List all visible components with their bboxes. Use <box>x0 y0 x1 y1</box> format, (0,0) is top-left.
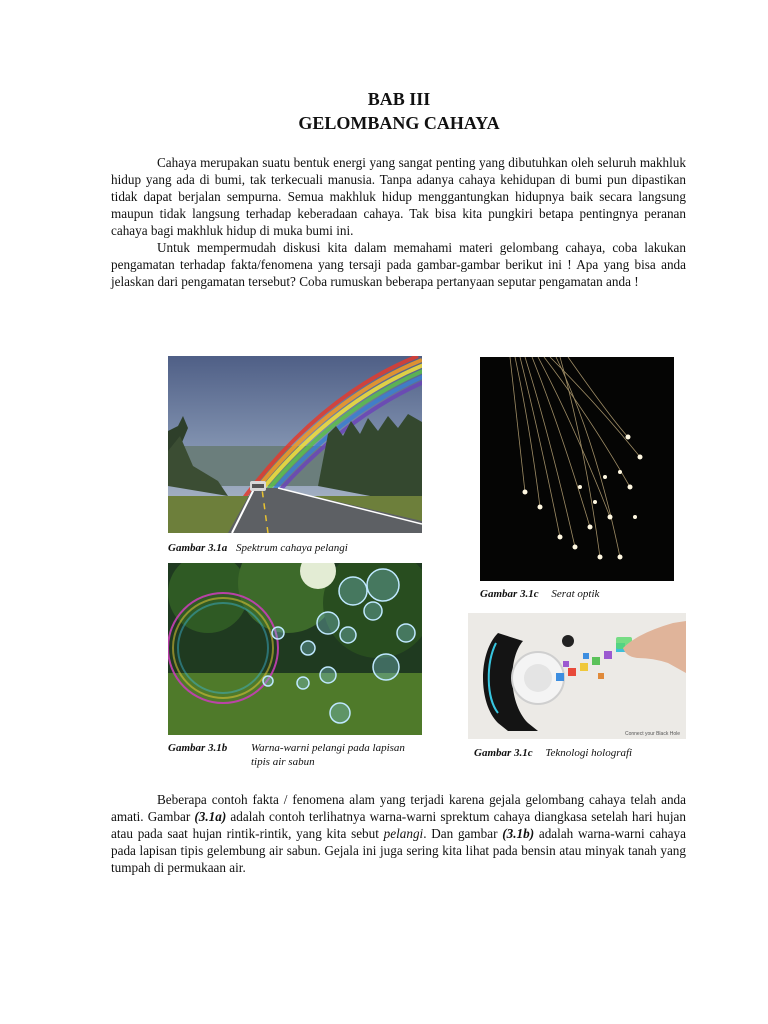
figure-number: Gambar 3.1a <box>168 542 228 554</box>
figure-caption-3-1c <box>480 587 599 601</box>
figure-number: Gambar 3.1c <box>480 588 539 600</box>
intro-paragraph-1: Cahaya merupakan suatu bentuk energi yang sangat penting yang dibutuhkan oleh seluruh makhluk hidup yang ada di bumi, tak terkecuali manusia. Tanpa adanya cahaya kehidupan di bumi pun dipastikan tidak dapat berjalan sempurna. Semua makhluk hidup menggantungkan hidupnya baik secara langsung maupun tidak langsung terhadap keberadaan cahaya. Tak bisa kita pungkiri betapa pentingnya peranan cahaya bagi makhluk hidup di muka bumi ini. <box>111 155 686 238</box>
soap-bubbles-photo <box>168 563 422 735</box>
figure-reference-b: (3.1b) <box>502 826 535 841</box>
chapter-number: BAB III <box>367 89 431 109</box>
figure-reference-a: (3.1a) <box>194 809 227 824</box>
intro-text <box>111 154 686 290</box>
rainbow-photo <box>168 356 422 533</box>
figure-description: Serat optik <box>551 588 600 600</box>
holography-photo <box>468 613 686 739</box>
figure-caption-3-1c-holography <box>474 746 632 760</box>
figure-caption-3-1a <box>168 541 348 555</box>
intro-paragraph-2: Untuk mempermudah diskusi kita dalam memahami materi gelombang cahaya, coba lakukan pengamatan terhadap fakta/fenomena yang tersaji pada gambar-gambar berikut ini ! Apa yang bisa anda jelaskan dari pengamatan tersebut? Coba rumuskan beberapa pertanyaan seputar pengamatan anda ! <box>111 240 686 289</box>
figure-number: Gambar 3.1b <box>168 742 228 754</box>
closing-paragraph <box>111 791 686 876</box>
figure-description: Spektrum cahaya pelangi <box>236 542 348 554</box>
figure-description: Teknologi holografi <box>545 747 633 759</box>
chapter-title: GELOMBANG CAHAYA <box>298 113 500 133</box>
closing-text: Beberapa contoh fakta / fenomena alam yang terjadi karena gejala gelombang cahaya telah anda amati. Gambar (3.1a) adalah contoh terlihatnya warna-warni sprektum cahaya diangkasa setelah hari hujan atau pada saat hujan rintik-rintik, yang kita sebut pelangi. Dan gambar (3.1b) adalah warna-warni cahaya pada lapisan tipis gelembung air sabun. Gejala ini juga sering kita lihat pada bensin atau minyak tanah yang tumpah di permukaan air. <box>111 792 687 875</box>
term-pelangi: pelangi <box>383 826 424 841</box>
figure-description: Warna-warni pelangi pada lapisan tipis air sabun <box>251 742 405 768</box>
figure-number: Gambar 3.1c <box>474 747 533 759</box>
watermark-text: Connect your Black Hole <box>624 731 680 737</box>
fiber-optic-photo <box>480 357 674 581</box>
